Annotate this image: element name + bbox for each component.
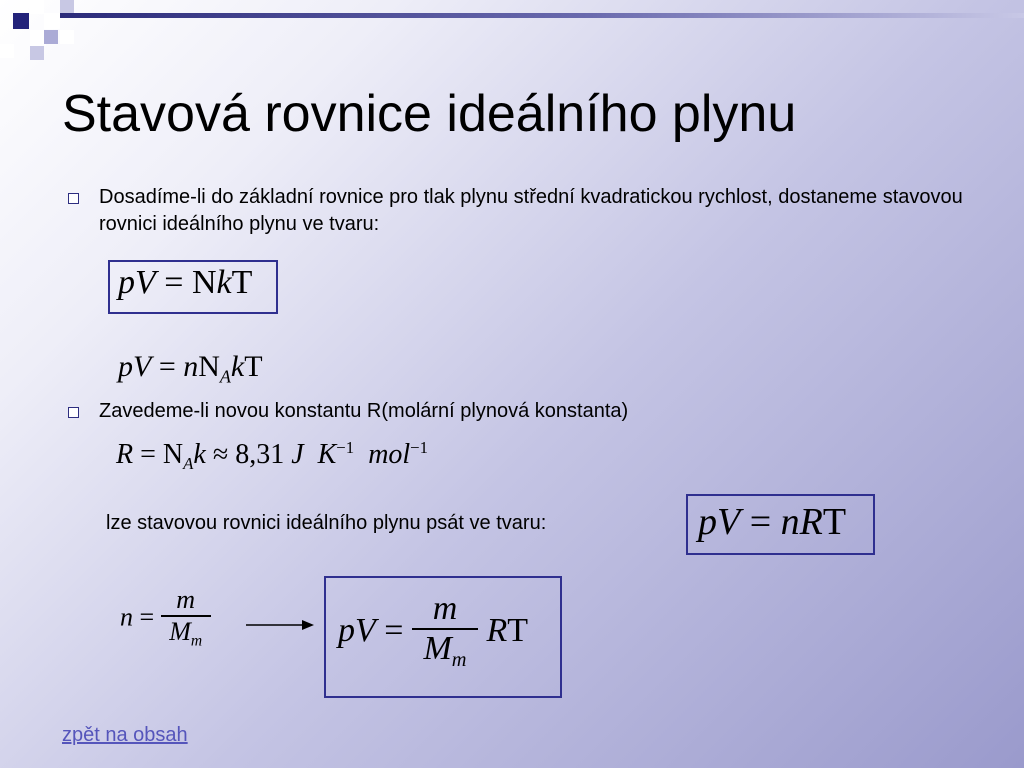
decor-square [44, 30, 58, 44]
back-to-contents-link[interactable]: zpět na obsah [62, 724, 188, 746]
bullet-item [68, 398, 968, 425]
slide-title: Stavová rovnice ideálního plynu [62, 85, 797, 143]
square-bullet-icon [68, 407, 79, 418]
bullet-text: Dosadíme-li do základní rovnice pro tlak plynu střední kvadratickou rychlost, dostaneme stavovou rovnici ideálního plynu ve tvaru: [99, 186, 963, 235]
equation-ideal-gas-nna: pV = $nN_AkT$ [118, 350, 263, 387]
arrow-right-icon [244, 618, 316, 632]
decor-square [30, 0, 44, 14]
equation-ideal-gas-nkt: pV = NkT [118, 264, 253, 301]
equation-gas-constant: $R = N_Ak \approx 8,31$ J $K^{-1}$ mol$^{-1}$ [116, 438, 429, 473]
decor-square [13, 13, 29, 29]
square-bullet-icon [68, 193, 79, 204]
decor-square [0, 44, 14, 58]
equation-ideal-gas-nrt: pV = nRT [698, 501, 847, 543]
decor-square [60, 0, 74, 14]
equation-ideal-gas-mass: pV = $\frac{m}{M_m}$ RT [338, 590, 529, 671]
bullet-item [68, 184, 968, 238]
header-bar [60, 13, 1024, 18]
equation-amount-of-substance: n = $\frac{m}{M_m}$ [120, 585, 211, 650]
note-text: lze stavovou rovnici ideálního plynu psát ve tvaru: [106, 512, 547, 534]
decor-square [44, 13, 60, 29]
decor-square [60, 30, 74, 44]
decor-square [30, 46, 44, 60]
bullet-text: Zavedeme-li novou konstantu R(molární plynová konstanta) [99, 400, 629, 422]
